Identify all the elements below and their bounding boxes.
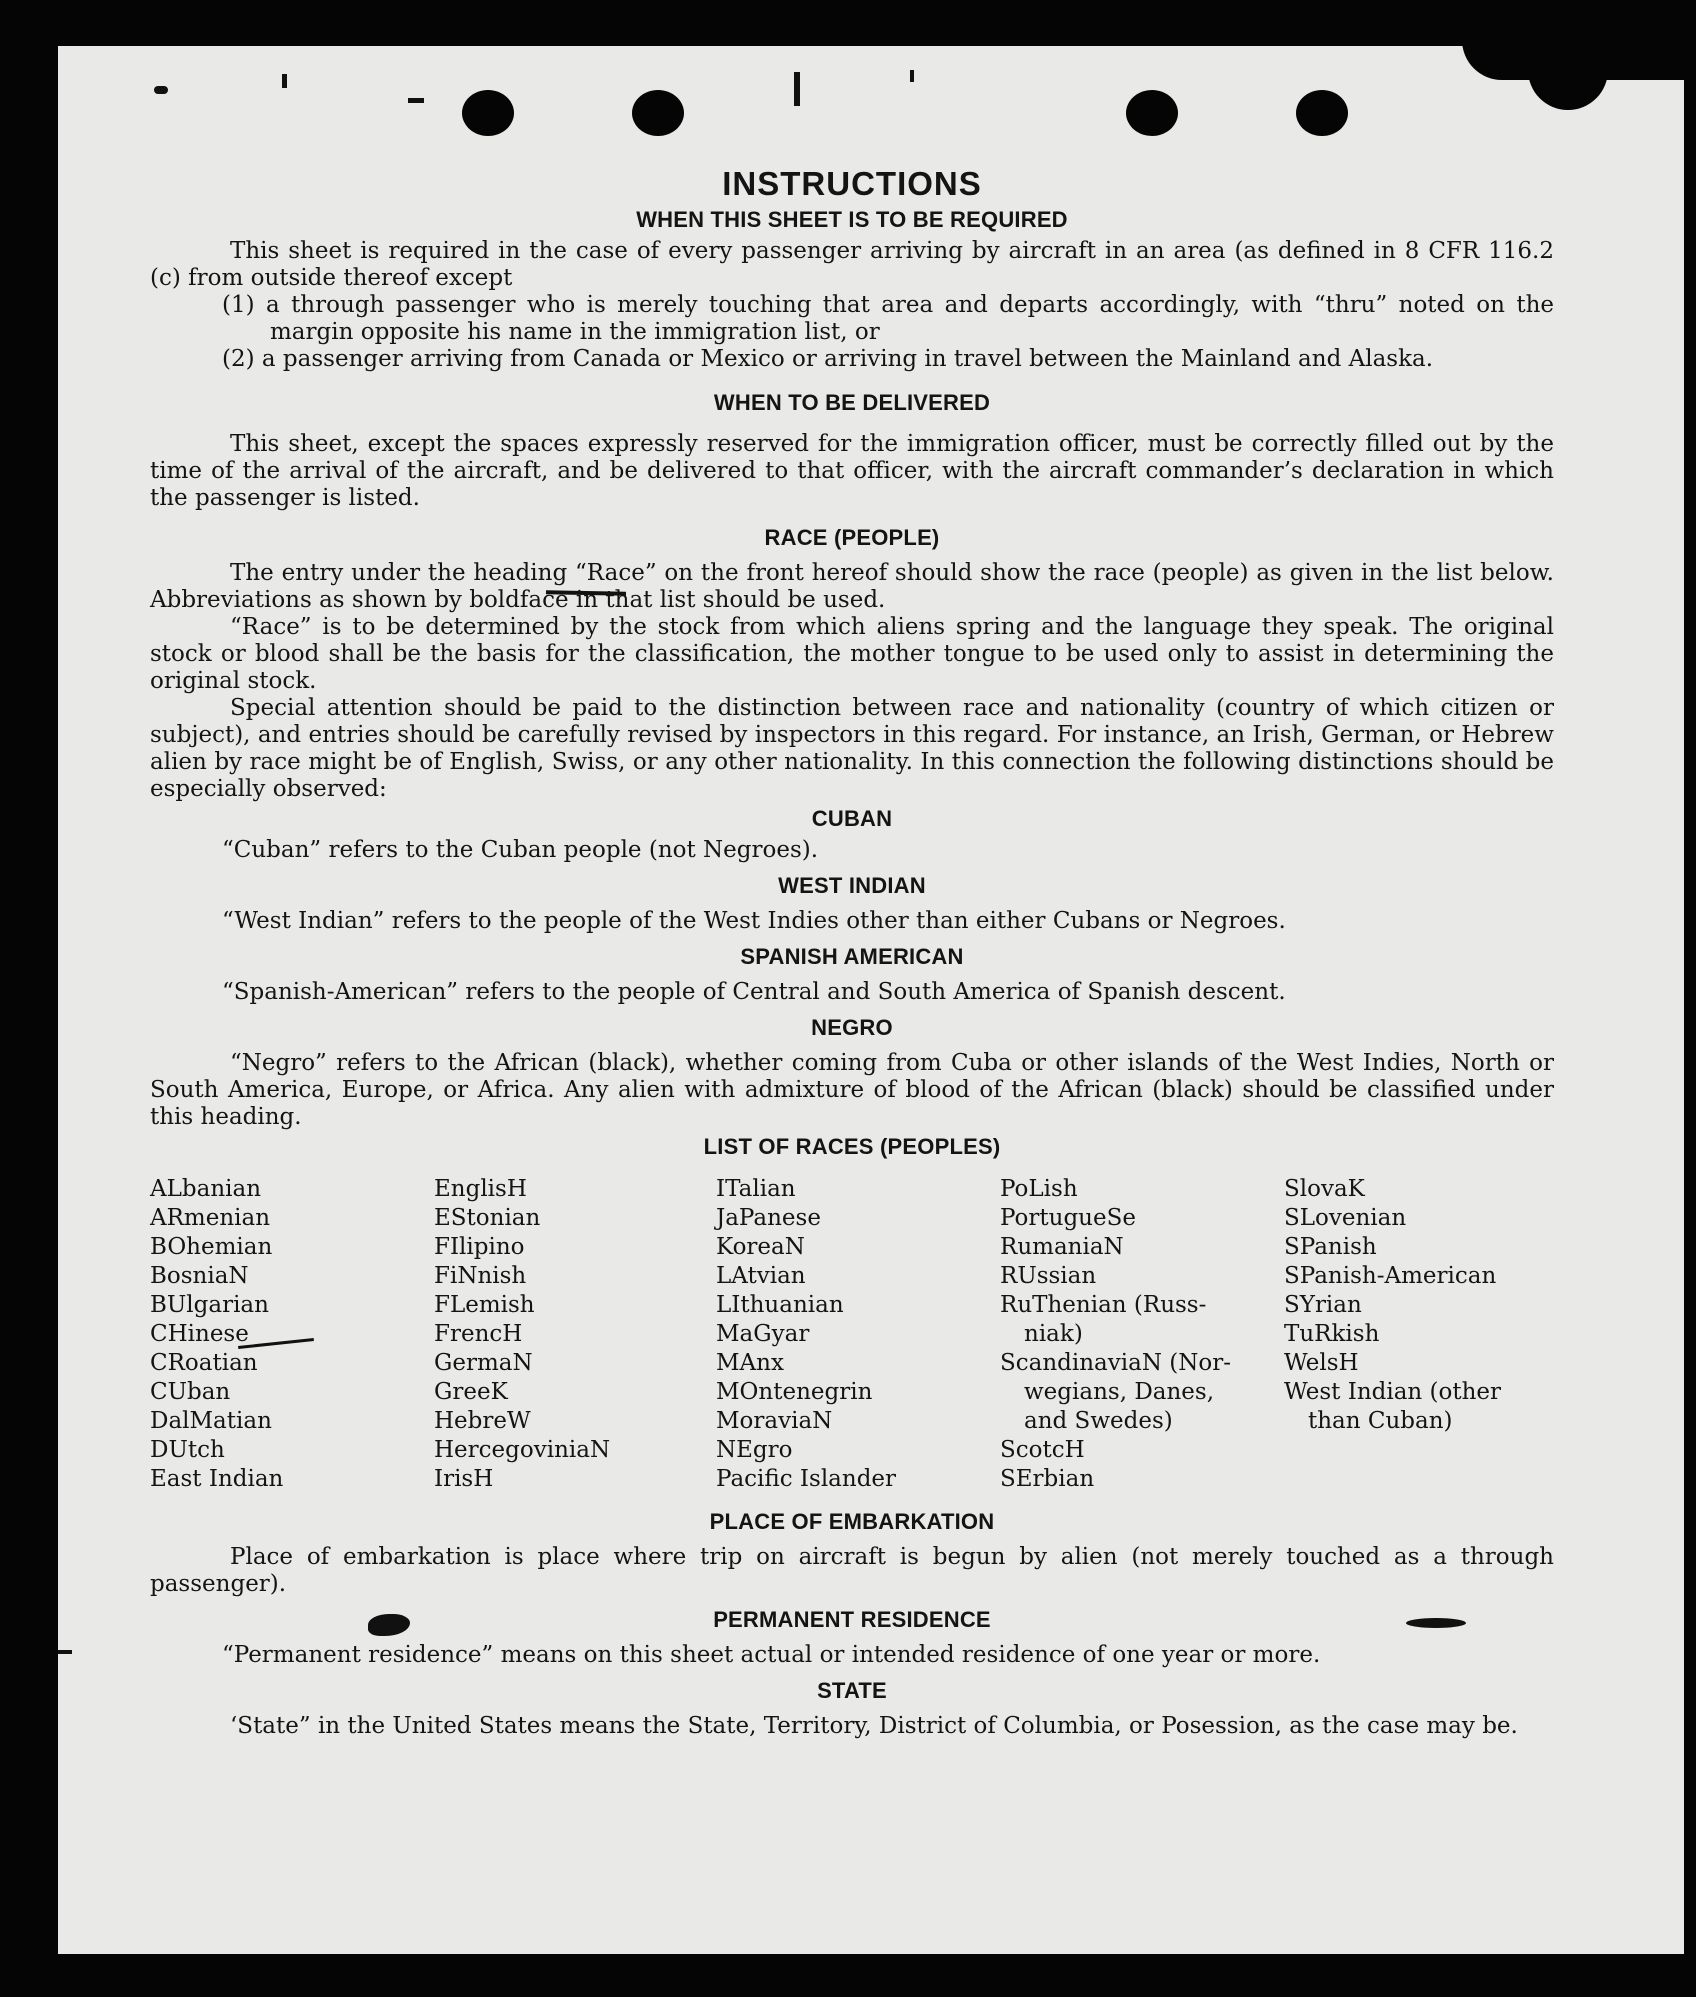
race-item: NEgro (716, 1437, 793, 1463)
race-item: Pacific Islander (716, 1466, 897, 1492)
race-item: EnglisH (434, 1176, 527, 1202)
section-heading-delivered: WHEN TO BE DELIVERED (713, 390, 991, 415)
document-sheet (58, 46, 1684, 1954)
race-item: WelsH (1284, 1350, 1359, 1376)
cuban-text: “Cuban” refers to the Cuban people (not Negroes). (222, 837, 819, 863)
race-item-continuation: niak) (1024, 1321, 1083, 1347)
race-item: BosniaN (150, 1263, 249, 1289)
race-item: JaPanese (716, 1205, 821, 1231)
race-item: SlovaK (1284, 1176, 1365, 1202)
race-column-3 (716, 1175, 1000, 1494)
race-item: FrencH (434, 1321, 523, 1347)
race-item: CRoatian (150, 1350, 258, 1376)
race-item: ITalian (716, 1176, 796, 1202)
race-item: BUlgarian (150, 1292, 269, 1318)
race-list (150, 1175, 1554, 1494)
section-heading-embarkation: PLACE OF EMBARKATION (709, 1509, 995, 1534)
race-item: RuThenian (Russ- (1000, 1292, 1207, 1318)
race-item: FLemish (434, 1292, 535, 1318)
race-item: GermaN (434, 1350, 533, 1376)
race-paragraph-1: The entry under the heading “Race” on the front hereof should show the race (people) as given in the list below. Abbreviations as shown by boldface in that list should be used. (150, 560, 1554, 613)
ink-speck (58, 1650, 72, 1654)
race-item-continuation: wegians, Danes, (1024, 1379, 1215, 1405)
required-intro: This sheet is required in the case of every passenger arriving by aircraft in an area (as defined in 8 CFR 116.2 (c) from outside thereof except (150, 238, 1554, 291)
race-item: ALbanian (150, 1176, 262, 1202)
race-item: HebreW (434, 1408, 531, 1434)
section-heading-spanish-american: SPANISH AMERICAN (740, 944, 964, 969)
race-item: SPanish (1284, 1234, 1377, 1260)
race-column-5 (1284, 1175, 1554, 1494)
section-heading-west-indian: WEST INDIAN (778, 873, 926, 898)
section-heading-negro: NEGRO (811, 1015, 893, 1040)
ink-speck (408, 98, 424, 103)
embarkation-text: Place of embarkation is place where trip on aircraft is begun by alien (not merely touched as a through passenger). (150, 1544, 1554, 1597)
negro-text: “Negro” refers to the African (black), whether coming from Cuba or other islands of the West Indies, North or South America, Europe, or Africa. Any alien with admixture of blood of the African (black) should be classified under this heading. (150, 1050, 1554, 1130)
race-item: FiNnish (434, 1263, 527, 1289)
race-item: ScotcH (1000, 1437, 1085, 1463)
race-item: GreeK (434, 1379, 508, 1405)
race-item: East Indian (150, 1466, 284, 1492)
race-item: SPanish-American (1284, 1263, 1497, 1289)
section-heading-residence: PERMANENT RESIDENCE (713, 1607, 991, 1632)
race-item: PoLish (1000, 1176, 1078, 1202)
race-column-2 (434, 1175, 716, 1494)
ink-speck (282, 74, 287, 88)
race-item: LIthuanian (716, 1292, 844, 1318)
race-item: BOhemian (150, 1234, 273, 1260)
west-indian-text: “West Indian” refers to the people of the West Indies other than either Cubans or Negroes. (222, 908, 1286, 934)
punch-hole (462, 90, 514, 136)
race-item: MoraviaN (716, 1408, 833, 1434)
required-item-1: (1) a through passenger who is merely touching that area and departs accordingly, with “thru” noted on the margin opposite his name in the immigration list, or (222, 292, 1554, 345)
race-item: ScandinaviaN (Nor- (1000, 1350, 1231, 1376)
race-item-continuation: than Cuban) (1308, 1408, 1453, 1434)
race-column-4 (1000, 1175, 1284, 1494)
race-paragraph-3: Special attention should be paid to the distinction between race and nationality (country of which citizen or subject), and entries should be carefully revised by inspectors in this regard. For instance, an Irish, German, or Hebrew alien by race might be of English, Swiss, or any other nationality. In this connection the following distinctions should be especially observed: (150, 695, 1554, 802)
section-heading-state: STATE (817, 1678, 887, 1703)
race-item: SLovenian (1284, 1205, 1407, 1231)
required-item-2: (2) a passenger arriving from Canada or Mexico or arriving in travel between the Mainland and Alaska. (222, 346, 1434, 372)
ink-speck (910, 70, 914, 82)
race-item: TuRkish (1284, 1321, 1380, 1347)
race-item: MaGyar (716, 1321, 810, 1347)
race-item: FIlipino (434, 1234, 525, 1260)
race-item: HercegoviniaN (434, 1437, 611, 1463)
race-item-continuation: and Swedes) (1024, 1408, 1173, 1434)
section-heading-required: WHEN THIS SHEET IS TO BE REQUIRED (636, 207, 1068, 232)
race-item: CUban (150, 1379, 231, 1405)
ink-speck (154, 86, 168, 94)
ink-speck (794, 72, 800, 106)
race-item: PortugueSe (1000, 1205, 1136, 1231)
punch-hole (1126, 90, 1178, 136)
spanish-american-text: “Spanish-American” refers to the people of Central and South America of Spanish descent. (222, 979, 1286, 1005)
race-paragraph-2: “Race” is to be determined by the stock from which aliens spring and the language they speak. The original stock or blood shall be the basis for the classification, the mother tongue to be used only to assist in determining the original stock. (150, 614, 1554, 694)
instructions-body (150, 164, 1554, 1740)
race-item: ARmenian (150, 1205, 271, 1231)
section-heading-cuban: CUBAN (811, 806, 893, 831)
punch-hole (1296, 90, 1348, 136)
race-item: MAnx (716, 1350, 784, 1376)
race-item: DalMatian (150, 1408, 272, 1434)
race-item: SErbian (1000, 1466, 1095, 1492)
page-title: INSTRUCTIONS (722, 165, 982, 202)
race-item: SYrian (1284, 1292, 1362, 1318)
race-item: KoreaN (716, 1234, 805, 1260)
state-text: ‘State” in the United States means the State, Territory, District of Columbia, or Posession, as the case may be. (230, 1713, 1518, 1739)
delivered-text: This sheet, except the spaces expressly reserved for the immigration officer, must be correctly filled out by the time of the arrival of the aircraft, and be delivered to that officer, with the aircraft commander’s declaration in which the passenger is listed. (150, 431, 1554, 511)
race-item: RUssian (1000, 1263, 1097, 1289)
race-item: RumaniaN (1000, 1234, 1124, 1260)
race-item: DUtch (150, 1437, 225, 1463)
residence-text: “Permanent residence” means on this sheet actual or intended residence of one year or more. (222, 1642, 1321, 1668)
section-heading-race-list: LIST OF RACES (PEOPLES) (703, 1134, 1001, 1159)
race-item: LAtvian (716, 1263, 806, 1289)
race-item: CHinese (150, 1321, 249, 1347)
race-item: West Indian (other (1284, 1379, 1502, 1405)
race-item: MOntenegrin (716, 1379, 873, 1405)
race-item: IrisH (434, 1466, 494, 1492)
section-heading-race: RACE (PEOPLE) (764, 525, 940, 550)
race-column-1 (150, 1175, 434, 1494)
torn-corner (1528, 66, 1608, 110)
punch-hole (632, 90, 684, 136)
race-item: EStonian (434, 1205, 541, 1231)
